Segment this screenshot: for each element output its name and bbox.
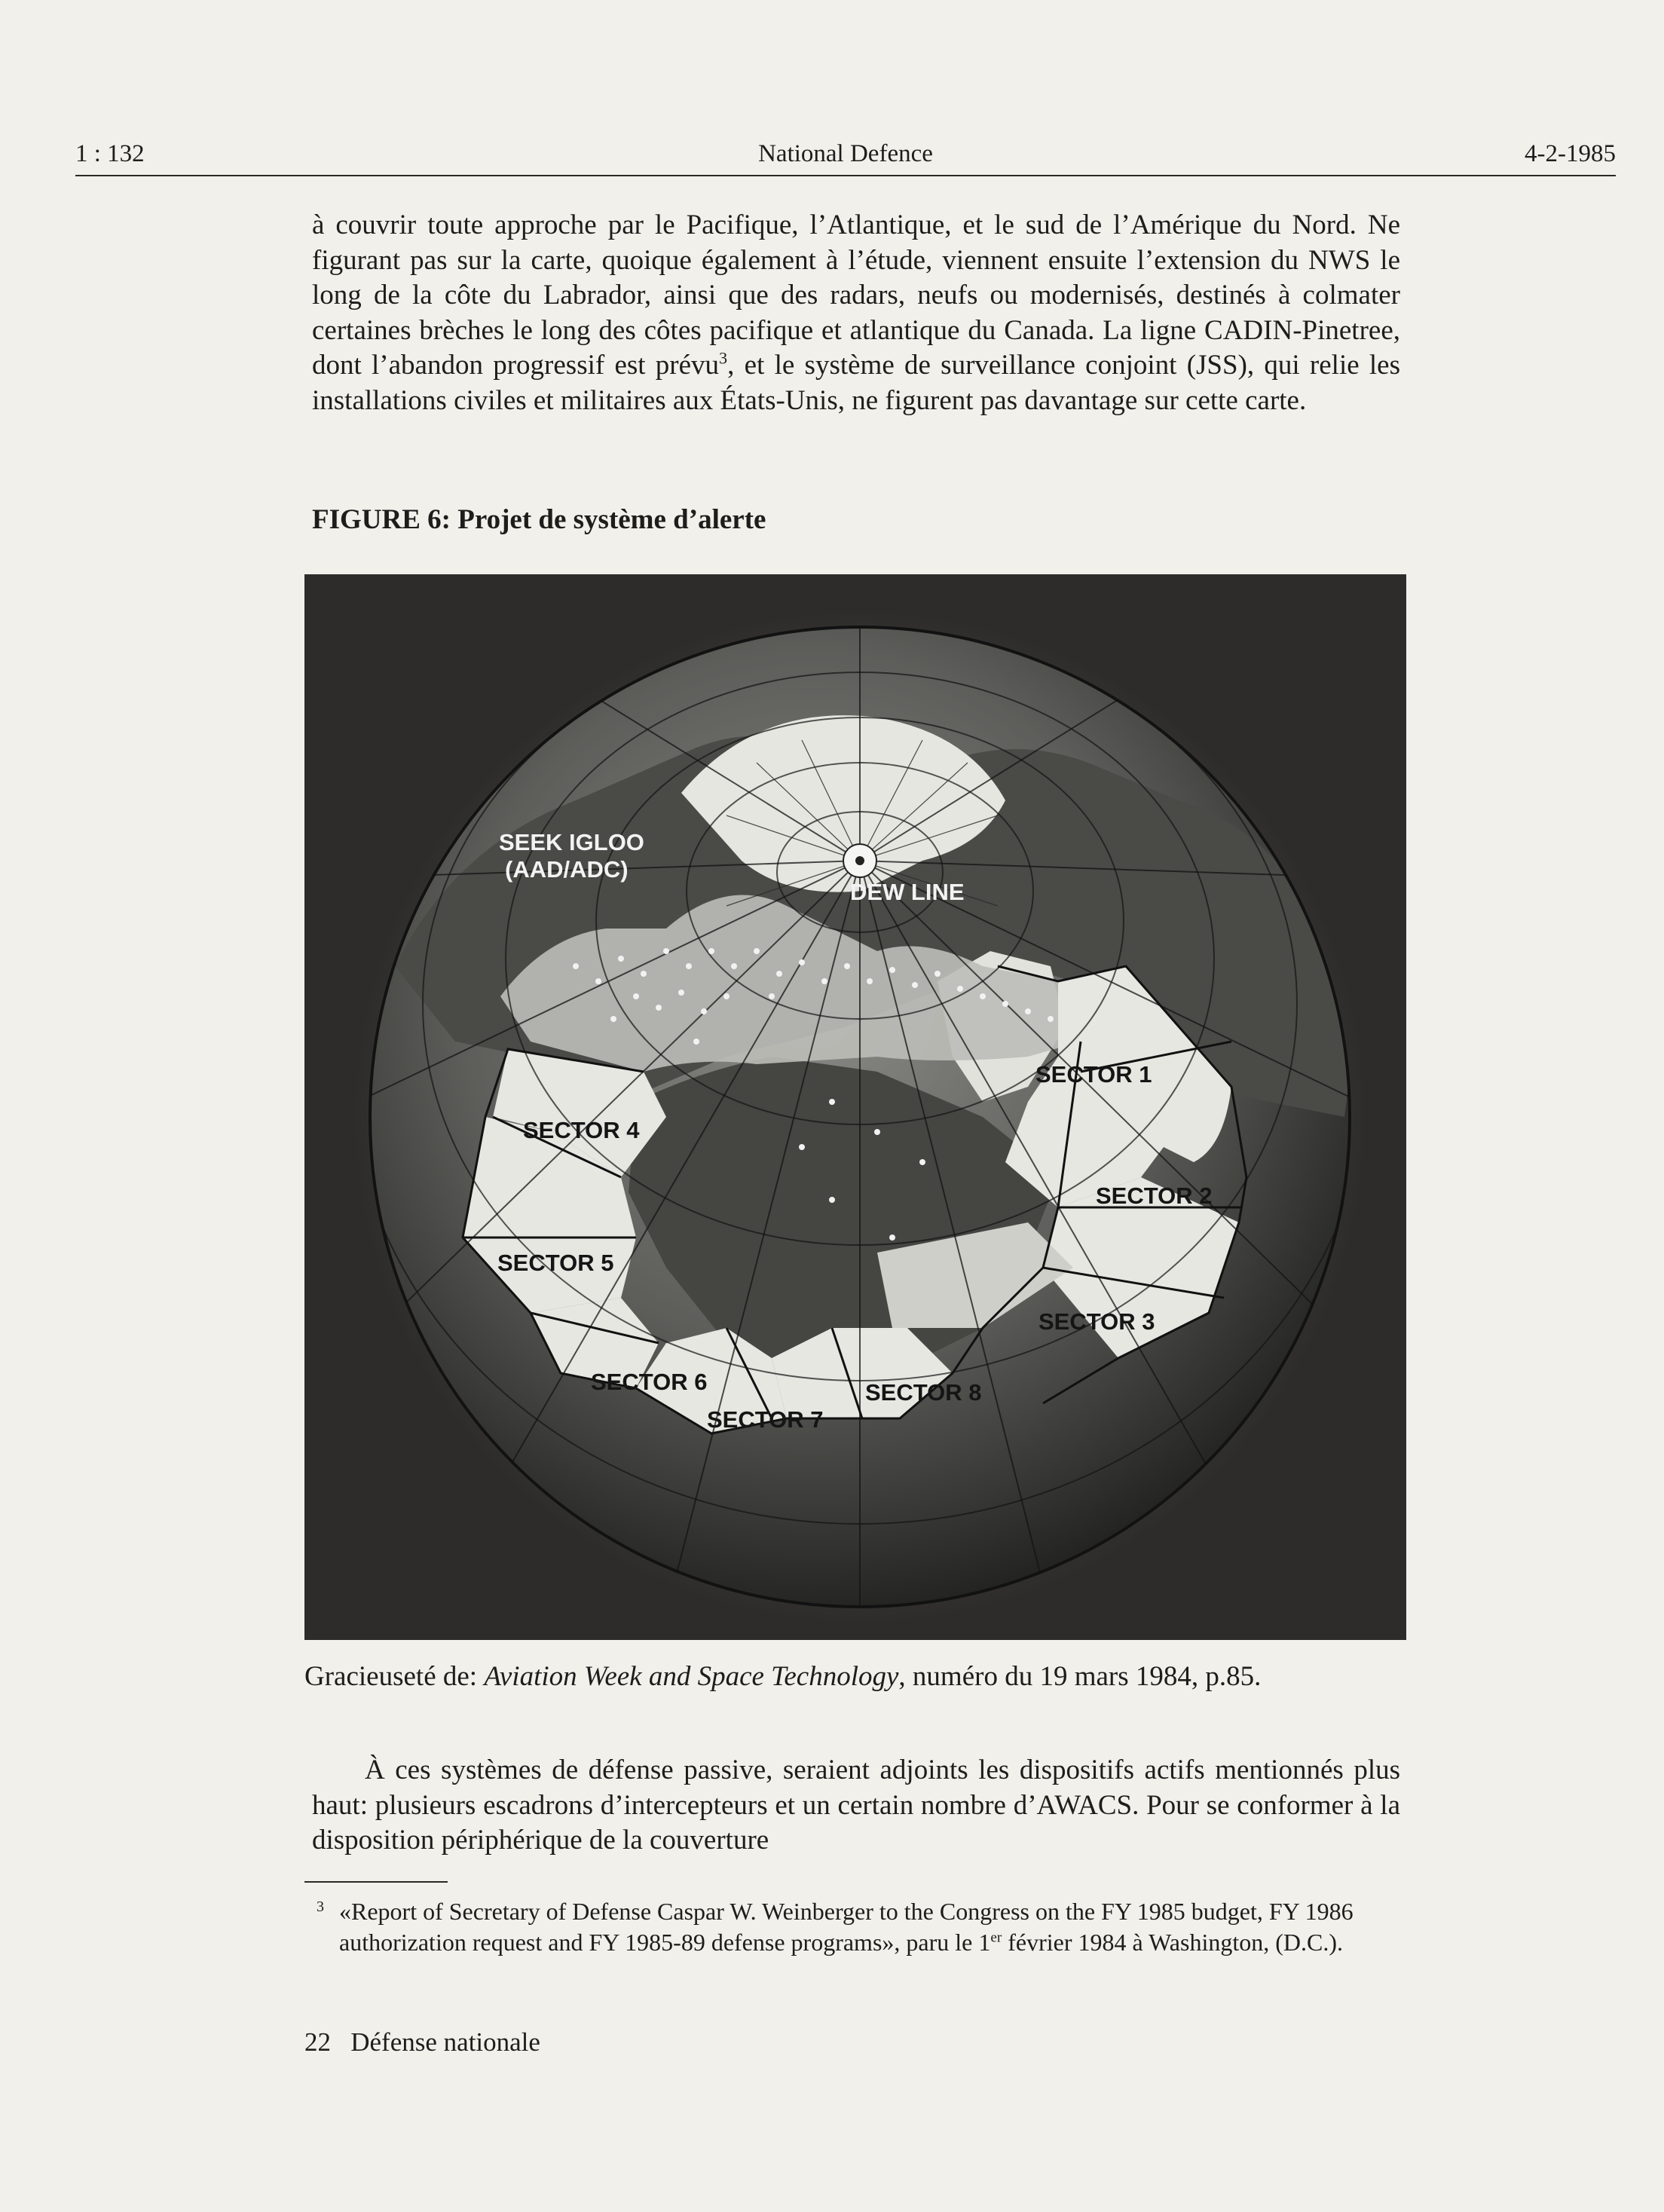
map-label-sector-4: SECTOR 4 xyxy=(523,1117,640,1143)
map-label-aad-adc: (AAD/ADC) xyxy=(505,856,629,883)
map-label-sector-7: SECTOR 7 xyxy=(707,1406,824,1433)
map-label-sector-8: SECTOR 8 xyxy=(865,1379,982,1406)
page-footer xyxy=(304,2027,540,2057)
paragraph-1 xyxy=(312,208,1400,418)
footnote-text xyxy=(339,1896,1397,1958)
map-label-seek-igloo: SEEK IGLOO xyxy=(499,829,644,855)
map-label-sector-1: SECTOR 1 xyxy=(1035,1061,1152,1088)
footnote-superscript: er xyxy=(990,1929,1002,1946)
paragraph-2: À ces systèmes de défense passive, seraient adjoints les dispositifs actifs mentionnés plus haut: plusieurs escadrons d’intercepteurs et un certain nombre d’AWACS. Pour se conformer à la disposition périphérique de la couverture xyxy=(312,1755,1400,1856)
paragraph-1-text-end: , et le système de surveillance conjoint (JSS), qui relie les installations civiles et militaires aux États-Unis, ne figurent pas davantage sur cette carte. xyxy=(312,350,1400,416)
header-title: National Defence xyxy=(758,140,933,167)
caption-source: Aviation Week and Space Technology xyxy=(484,1661,899,1692)
caption-suffix: , numéro du 19 mars 1984, p.85. xyxy=(898,1661,1262,1692)
footnote-mark: 3 xyxy=(317,1898,324,1915)
footnote-text-end: février 1984 à Washington, (D.C.). xyxy=(1002,1929,1343,1956)
map-graphic xyxy=(304,574,1406,1640)
warning-system-map xyxy=(304,574,1406,1640)
paragraph-1-text: à couvrir toute approche par le Pacifique, l’Atlantique, et le sud de l’Amérique du Nord. Ne figurant pas sur la carte, quoique également à l’étude, viennent ensuite l’extension du NWS le long de la côte du Labrador, ainsi que des radars, neufs ou modernisés, destinés à colmater certaines brèches le long des côtes pacifique et atlantique du Canada. La ligne CADIN-Pinetree, dont l’abandon progressif est prévu xyxy=(312,210,1400,381)
map-label-sector-5: SECTOR 5 xyxy=(497,1250,614,1276)
header-date: 4-2-1985 xyxy=(1525,140,1616,167)
footer-publication: Défense nationale xyxy=(350,2027,540,2057)
header-page-ref: 1 : 132 xyxy=(75,140,145,167)
caption-prefix: Gracieuseté de: xyxy=(304,1661,485,1692)
footer-page-number: 22 xyxy=(304,2027,331,2057)
map-label-sector-6: SECTOR 6 xyxy=(591,1369,708,1395)
footnote-text-main: «Report of Secretary of Defense Caspar W. Weinberger to the Congress on the FY 1985 budget, FY 1986 authorization request and FY 1985-89 defense programs», paru le 1 xyxy=(339,1898,1354,1956)
figure-caption xyxy=(304,1660,1406,1694)
figure-title: FIGURE 6: Projet de système d’alerte xyxy=(312,504,766,535)
map-label-sector-2: SECTOR 2 xyxy=(1096,1182,1213,1209)
header-rule xyxy=(75,175,1616,176)
footnote-rule xyxy=(304,1881,448,1883)
footnote xyxy=(304,1896,1397,1958)
running-header xyxy=(75,140,1616,173)
map-label-sector-3: SECTOR 3 xyxy=(1038,1308,1155,1335)
map-label-dew-line: DEW LINE xyxy=(850,879,965,905)
footnote-reference: 3 xyxy=(719,348,728,368)
